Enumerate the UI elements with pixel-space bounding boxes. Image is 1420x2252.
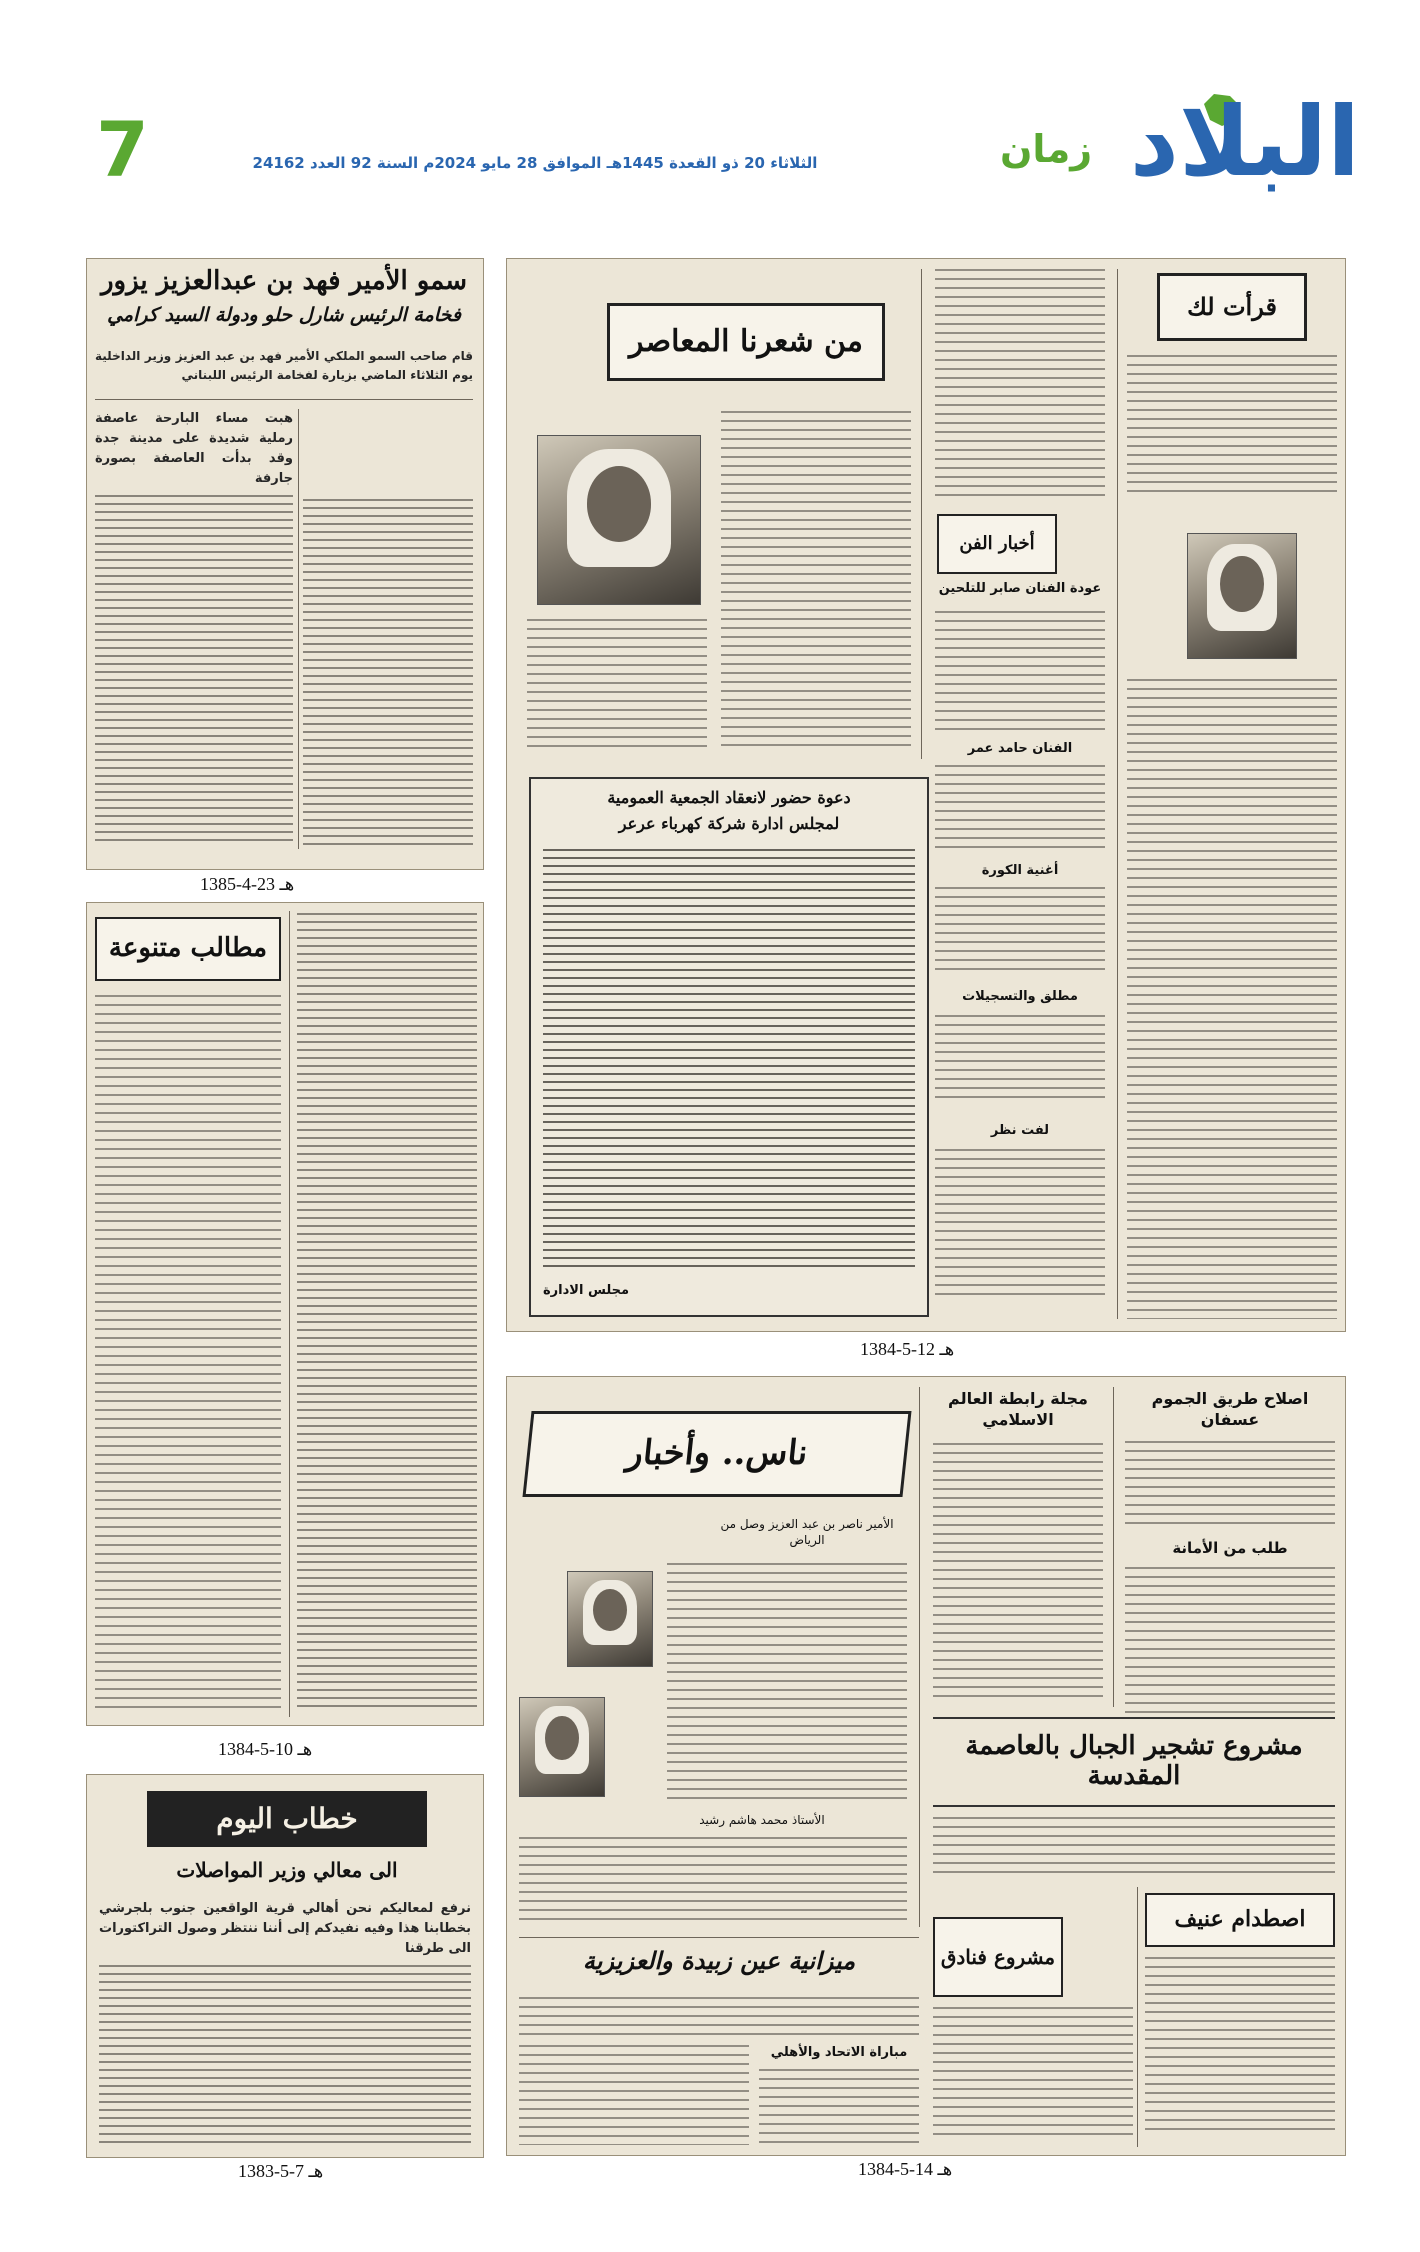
- art-news-item: عودة الفنان صابر للتلحين: [938, 581, 1102, 596]
- collision-headline-box: [1145, 1893, 1335, 1947]
- art-news-item: الفنان حامد عمر: [967, 741, 1073, 756]
- clipping-daily-letter: [86, 1774, 484, 2158]
- greening-headline: مشروع تشجير الجبال بالعاصمة المقدسة: [965, 1731, 1303, 1791]
- budget-headline: ميزانية عين زبيدة والعزيزية: [582, 1946, 856, 1975]
- readings-headline: قرأت لك: [1187, 292, 1277, 322]
- clip-date: 1384-5-10 هـ: [218, 1739, 313, 1759]
- clipping-culture-block: [506, 258, 1346, 1332]
- clip-lead: قام صاحب السمو الملكي الأمير فهد بن عبد العزيز وزير الداخلية يوم الثلاثاء الماضي بزيارة لفخامة الرئيس اللبناني: [95, 349, 473, 382]
- author-photo: [1187, 533, 1297, 659]
- clip-subheadline: الى معالي وزير المواصلات: [176, 1858, 398, 1882]
- people-news-headline-box: [522, 1411, 911, 1497]
- notice-headline: دعوة حضور لانعقاد الجمعية العمومية: [607, 788, 851, 807]
- art-news-notice: لفت نظر: [990, 1123, 1050, 1138]
- road-headline: اصلاح طريق الجموم عسفان: [1151, 1389, 1309, 1429]
- news-caption: الأمير ناصر بن عبد العزيز وصل من الرياض: [720, 1517, 894, 1547]
- newspaper-logo: [1110, 88, 1360, 218]
- clip-date: 1383-5-7 هـ: [238, 2161, 324, 2181]
- clip-headline: خطاب اليوم: [216, 1801, 358, 1835]
- clip-storm-text: هبت مساء البارحة عاصفة رملية شديدة على مدينة جدة وقد بدأت العاصفة بصورة جارفة: [95, 411, 293, 487]
- clip-headline-box: [95, 917, 281, 981]
- news-photo: [519, 1697, 605, 1797]
- league-headline: مجلة رابطة العالم الاسلامي: [948, 1389, 1088, 1429]
- clip-subheadline: فخامة الرئيس شارل حلو ودولة السيد كرامي: [107, 304, 461, 326]
- clip-body: نرفع لمعاليكم نحن أهالي قرية الواقعين جنوب بلجرشي بخطابنا هذا وفيه نفيدكم إلى أننا ننتظر وصول التراكتورات الى طرقنا: [99, 1901, 471, 1957]
- clip-headline-box: [147, 1791, 427, 1847]
- logo-wordmark: البلاد: [1129, 86, 1360, 198]
- news-photo: [567, 1571, 653, 1667]
- people-news-headline: ناس.. وأخبار: [624, 1433, 810, 1474]
- budget-subheadline: مباراة الاتحاد والأهلي: [770, 2045, 908, 2060]
- art-news-headline-box: [937, 514, 1057, 574]
- notice-signature: مجلس الادارة: [543, 1283, 630, 1298]
- hotels-headline-box: [933, 1917, 1063, 1997]
- poet-photo: [537, 435, 701, 605]
- clip-date: 1384-5-12 هـ: [860, 1339, 955, 1359]
- poetry-headline-box: [607, 303, 885, 381]
- greening-headline-box: [933, 1717, 1335, 1807]
- art-news-item: أغنية الكورة: [981, 863, 1059, 878]
- news-caption: الأستاذ محمد هاشم رشيد: [699, 1813, 825, 1827]
- clip-date: 1385-4-23 هـ: [200, 874, 295, 894]
- collision-headline: اصطدام عنيف: [1174, 1906, 1306, 1933]
- clip-headline: مطالب متنوعة: [108, 933, 268, 964]
- clipping-prince-visit: [86, 258, 484, 870]
- clip-date: 1384-5-14 هـ: [858, 2159, 953, 2179]
- section-title: زمان: [1000, 127, 1093, 171]
- road-subheadline: طلب من الأمانة: [1172, 1539, 1288, 1557]
- clip-headline: سمو الأمير فهد بن عبدالعزيز يزور: [100, 266, 468, 296]
- readings-headline-box: [1157, 273, 1307, 341]
- art-news-item: مطلق والتسجيلات: [962, 989, 1078, 1004]
- kahraba-notice: [529, 777, 929, 1317]
- notice-subheadline: لمجلس ادارة شركة كهرباء عرعر: [618, 814, 840, 833]
- hotels-headline: مشروع فنادق: [940, 1944, 1056, 1969]
- clipping-demands: [86, 902, 484, 1726]
- issue-dateline: الثلاثاء 20 ذو القعدة 1445هـ الموافق 28 مايو 2024م السنة 92 العدد 24162: [252, 154, 818, 172]
- clipping-news-block: [506, 1376, 1346, 2156]
- page-number: 7: [96, 105, 149, 194]
- poetry-headline: من شعرنا المعاصر: [629, 323, 863, 359]
- art-news-headline: أخبار الفن: [959, 532, 1035, 554]
